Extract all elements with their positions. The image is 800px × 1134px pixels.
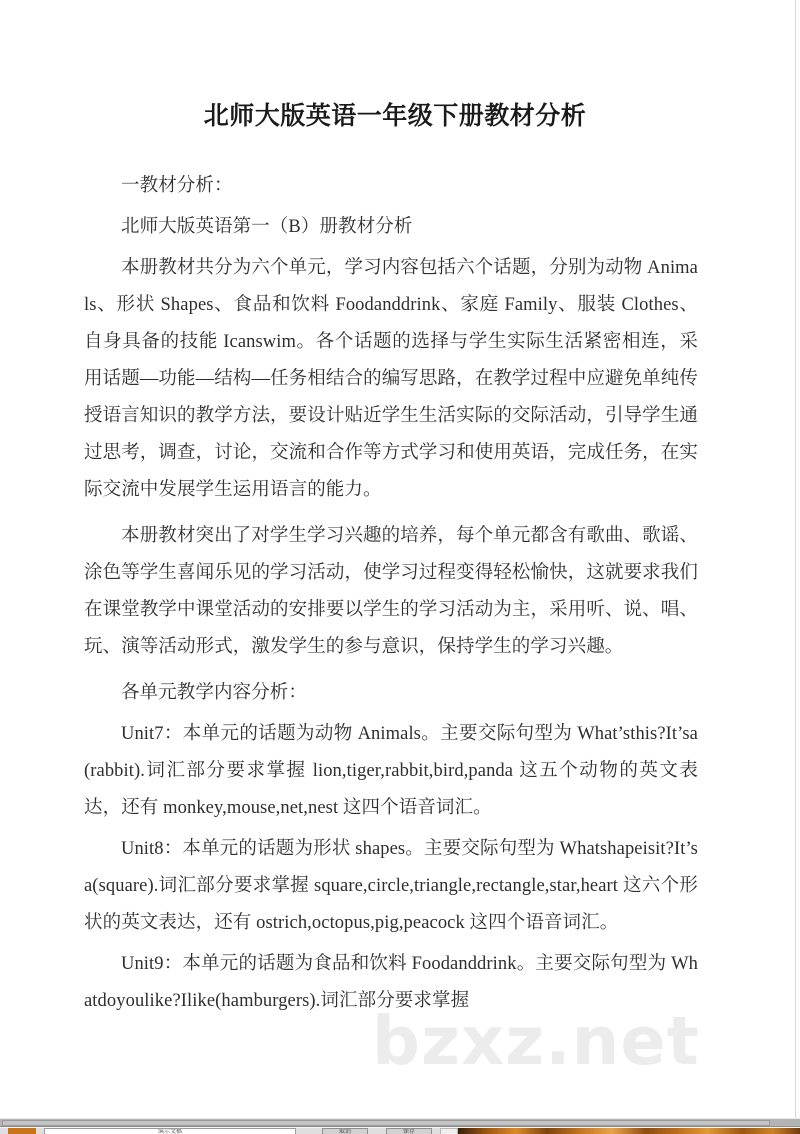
scrollbar-thumb[interactable]: [2, 1120, 770, 1126]
document-body: [84, 168, 698, 1020]
paragraph-overview-interest: 本册教材突出了对学生学习兴趣的培养，每个单元都含有歌曲、歌谣、涂色等学生喜闻乐见的学习活动，使学习过程变得轻松愉快，这就要求我们在课堂教学中课堂活动的安排要以学生的学习活动为主，采用听、说、唱、玩、演等活动形式，激发学生的参与意识，保持学生的学习兴趣。: [84, 526, 698, 657]
paragraph-unit-analysis-heading: 各单元教学内容分析：: [121, 683, 308, 703]
spacer: [84, 666, 698, 675]
paragraph-subtitle-line: 北师大版英语第一（B）册教材分析: [121, 217, 413, 237]
bottom-toolbar: [0, 1127, 800, 1134]
paragraph-unit9: Unit9：本单元的话题为食品和饮料 Foodanddrink。主要交际句型为 Whatdoyoulike?Ilike(hamburgers).词汇部分要求掌握: [84, 954, 698, 1011]
horizontal-scrollbar[interactable]: [0, 1118, 800, 1127]
spacer: [84, 509, 698, 518]
filename-input[interactable]: 演示文稿: [44, 1128, 296, 1134]
background-photo-strip: [458, 1128, 800, 1134]
paragraph-overview-units: 本册教材共分为六个单元，学习内容包括六个话题，分别为动物 Animals、形状 Shapes、食品和饮料 Foodanddrink、家庭 Family、服装 Clothes、自身具备的技能 Icanswim。各个话题的选择与学生实际生活紧密相连，采用话题—功能—结构—任务相结合的编写思路，在教学过程中应避免单纯传授语言知识的教学方法，要设计贴近学生生活实际的交际活动，引导学生通过思考，调查，讨论，交流和合作等方式学习和使用英语，完成任务，在实际交流中发展学生运用语言的能力。: [84, 258, 698, 500]
save-button[interactable]: 保存: [386, 1128, 432, 1134]
paragraph-unit8: Unit8：本单元的话题为形状 shapes。主要交际句型为 Whatshapeisit?It’sa(square).词汇部分要求掌握 square,circle,triangle,rectangle,star,heart 这六个形状的英文表达，还有 ostrich,octopus,pig,peacock 这四个语音词汇。: [84, 839, 698, 933]
paragraph-section-heading: 一教材分析：: [121, 176, 233, 196]
paragraph-unit7: Unit7：本单元的话题为动物 Animals。主要交际句型为 What’sthis?It’sa(rabbit).词汇部分要求掌握 lion,tiger,rabbit,bird,panda 这五个动物的英文表达，还有 monkey,mouse,net,nest 这四个语音词汇。: [84, 724, 698, 818]
page-title: 北师大版英语一年级下册教材分析: [203, 101, 587, 130]
bottom-app-chrome: [0, 1118, 800, 1134]
cancel-button[interactable]: 取消: [322, 1128, 368, 1134]
accent-swatch: [8, 1128, 36, 1134]
site-watermark: bzxz.net: [372, 1002, 700, 1080]
toolbar-spacer: [440, 1128, 458, 1134]
